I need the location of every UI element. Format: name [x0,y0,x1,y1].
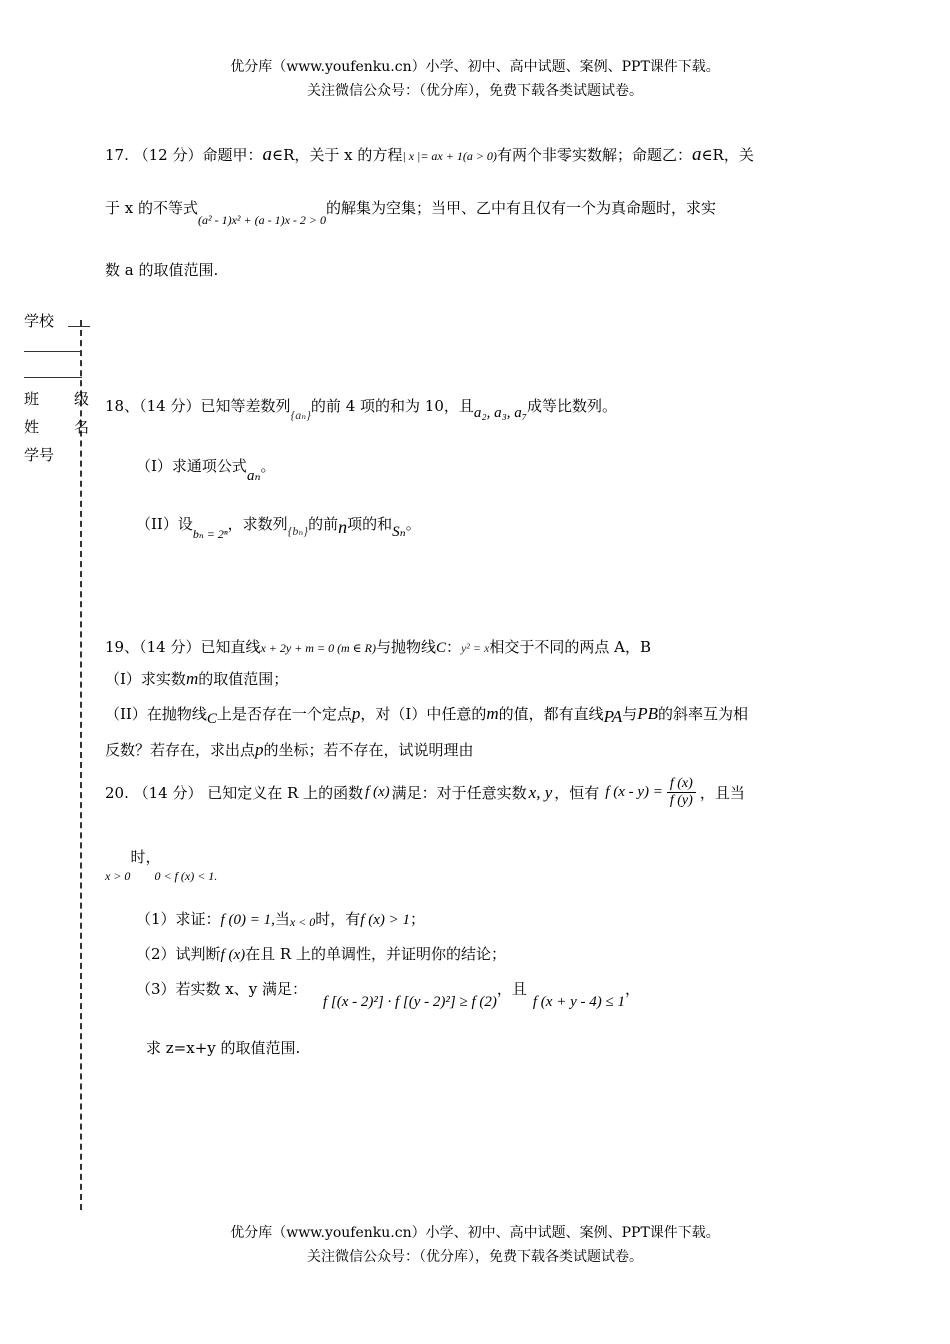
q17-text: 于 x 的不等式 [105,199,198,217]
q19-text: 上是否存在一个定点 [216,705,352,723]
q19-math-m: m [185,669,199,688]
q20-text: ，恒有 [554,784,600,802]
q17-inequality: (a² - 1)x² + (a - 1)x - 2 > 0 [198,213,327,227]
q19-parabola: y² = x [460,641,490,655]
q20-text: ，且 [496,980,527,998]
q20-text: 满足：对于任意实数 [391,784,527,802]
header-line-1: 优分库（www.youfenku.cn）小学、初中、高中试题、案例、PPT课件下载。 [230,59,720,75]
q17-math-a: a [691,144,702,165]
q20-text: 在且 R 上的单调性，并证明你的结论； [245,945,506,963]
q17-text: ∈R，关于 x 的方程 [271,146,403,164]
q20-math-fx: f (x) [365,784,390,800]
class-label-left: 班 [24,390,40,408]
q19-text: ： [445,638,461,656]
class-label-right: 级 [74,390,90,408]
q20-line-2 [105,846,218,883]
q19-text: 反数？若存在，求出点 [105,741,256,759]
q17-line-3: 数 a 的取值范围. [105,261,219,279]
q19-text: （I）求实数 [105,670,186,688]
q20-text: 时， [130,848,161,866]
q20-text: 当 [274,910,290,928]
q20-math-fx-gt-1: f (x) > 1 [360,912,410,928]
q19-math-m: m [486,704,499,723]
q19-part-2 [105,703,749,727]
name-label-left: 姓 [24,418,40,436]
q18-text: （I）求通项公式 [136,457,247,475]
q18-line-1 [105,395,618,422]
q20-text: 时，有 [315,910,361,928]
q20-part-1 [136,908,425,929]
q18-part-1 [136,455,276,484]
q19-text: 的斜率互为相 [658,705,749,723]
q19-math-c: C [435,640,446,656]
q19-math-p: p [351,704,361,723]
q19-line-1 [105,636,651,657]
q20-math-xy: x, y [528,782,553,802]
q19-part-3 [105,739,474,760]
q17-text: ∈R，关 [701,146,754,164]
q19-text: 19、（14 分）已知直线 [105,638,261,656]
q20-functional-equation: f (x - y) = [605,784,663,800]
q19-text: ，对（I）中任意的 [360,705,487,723]
q19-text: 与 [622,705,638,723]
student-id-label: 学号 [24,446,55,464]
name-underline [24,377,82,378]
q17-text: 有两个非零实数解；命题乙： [496,146,692,164]
class-underline [24,351,82,352]
q20-fraction [667,776,696,809]
q20-range: 0 < f (x) < 1. [154,869,218,883]
q19-math-p: p [255,740,264,759]
q18-text: （II）设 [136,515,193,533]
q18-terms: a₂, a₃, a₇ [473,405,528,421]
q19-text: 的值，都有直线 [498,705,604,723]
q19-math-pa: PA [603,707,623,726]
q17-text: 的解集为空集；当甲、乙中有且仅有一个为真命题时，求实 [326,199,717,217]
school-label: 学校 [24,312,55,330]
q17-math-a: a [262,144,272,165]
q20-part-4: 求 z=x+y 的取值范围. [146,1039,301,1057]
q19-math-c: C [206,711,217,727]
q19-text: 的取值范围； [198,670,289,688]
q20-text: 20. （14 分） 已知定义在 R 上的函数 [105,784,364,802]
q17-line-2 [105,197,717,227]
q18-text: 项的和 [347,515,393,533]
q20-text: ，且当 [699,784,745,802]
q18-text: 。 [405,515,421,533]
q20-condition: x > 0 [105,869,131,883]
q20-math-f0: f (0) = 1, [220,912,275,928]
q20-sum-inequality: f (x + y - 4) ≤ 1 [532,994,625,1010]
q20-text: （1）求证： [136,910,221,928]
q18-text: 的前 [308,515,339,533]
q18-text: 18、（14 分）已知等差数列 [105,397,291,415]
q20-part-3 [136,978,640,1010]
q18-math-n: n [338,517,348,537]
q19-part-1 [105,668,288,689]
q20-text: ； [409,910,425,928]
q20-math-x-negative: x < 0 [289,915,316,929]
q18-text: 的前 4 项的和为 10，且 [310,397,474,415]
q19-text: 的坐标；若不存在，试说明理由 [263,741,474,759]
binding-dashed-line [80,320,82,1210]
q19-text: （II）在抛物线 [105,705,207,723]
q20-math-fx: f (x) [220,947,246,963]
q20-text: （2）试判断 [136,945,221,963]
q18-text: ，求数列 [227,515,288,533]
footer-line-2: 关注微信公众号：（优分库），免费下载各类试题试卷。 [307,1249,643,1265]
q20-part-2 [136,943,506,964]
q19-text: 与抛物线 [375,638,436,656]
q19-line-equation: x + 2y + m = 0 (m ∈ R) [260,641,376,655]
q18-sequence-a: {aₙ} [290,408,311,422]
q20-product-inequality: f [(x - 2)²] · f [(y - 2)²] ≥ f (2) [323,994,497,1010]
q19-math-pb: PB [637,704,658,723]
q17-text: 17. （12 分）命题甲： [105,146,263,164]
q20-fraction-numerator: f (x) [667,776,696,793]
q18-math-bn: bₙ = 2ⁿ [192,527,228,541]
q20-fraction-denominator: f (y) [669,793,693,808]
q20-text: （3）若实数 x、y 满足： [136,980,308,998]
q18-math-an: aₙ [246,468,261,484]
q20-text: ， [624,980,640,998]
name-label-right: 名 [74,418,90,436]
q20-line-1 [105,776,745,809]
q17-equation: | x |= ax + 1(a > 0) [402,149,497,163]
school-underline [68,326,90,327]
q18-text: 。 [260,457,276,475]
header-line-2: 关注微信公众号：（优分库），免费下载各类试题试卷。 [307,83,643,99]
q18-part-2 [136,513,421,541]
q18-math-sn: Sₙ [392,524,406,540]
q17-line-1 [105,144,754,166]
q18-sequence-b: {bₙ} [287,524,309,538]
q19-text: 相交于不同的两点 A，B [489,638,651,656]
footer-line-1: 优分库（www.youfenku.cn）小学、初中、高中试题、案例、PPT课件下载。 [230,1225,720,1241]
q18-text: 成等比数列。 [527,397,618,415]
